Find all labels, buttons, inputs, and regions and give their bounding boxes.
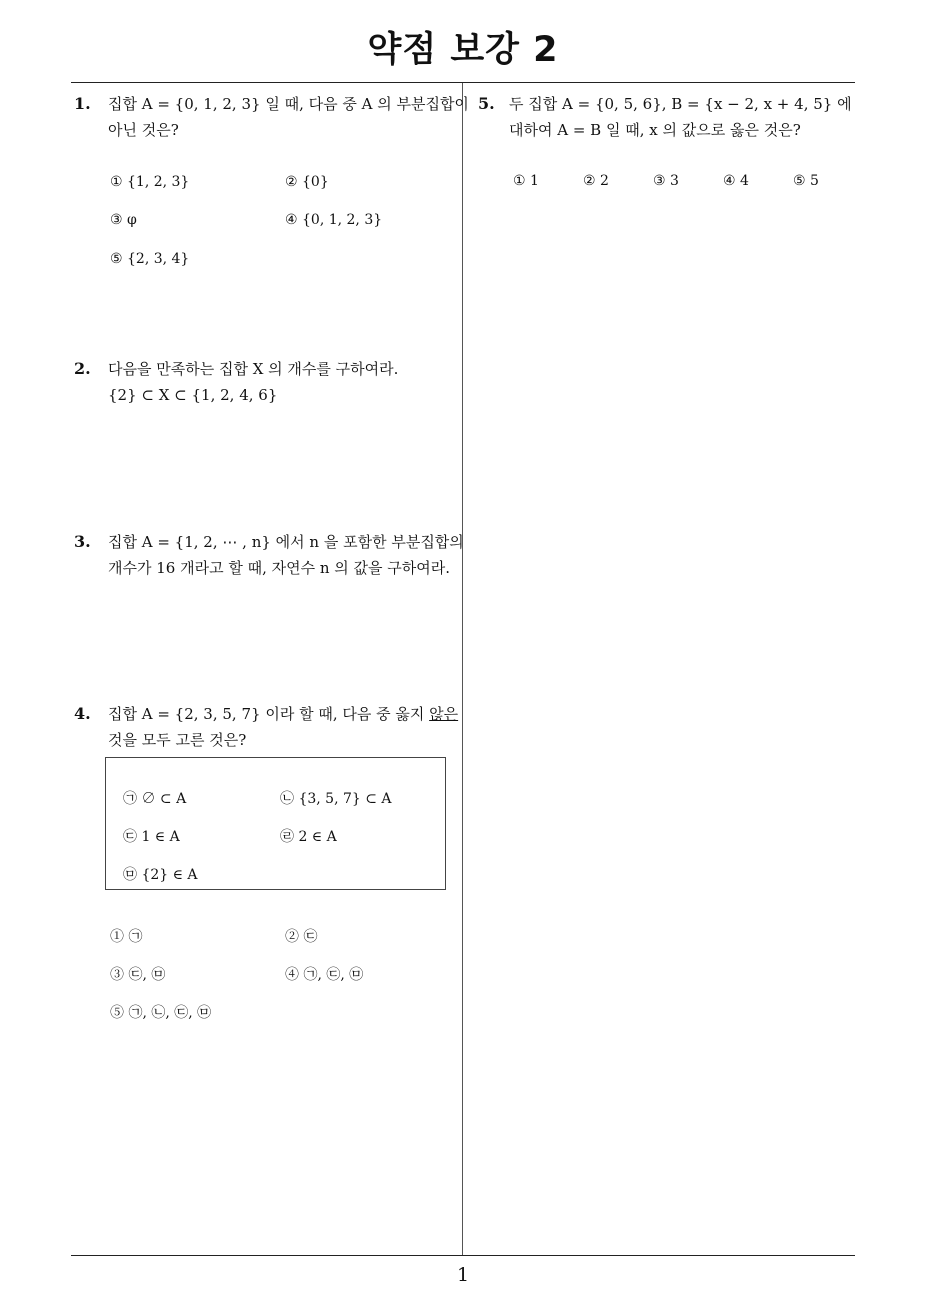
question-line: 것을 모두 고른 것은?	[108, 731, 247, 749]
choice-2[interactable]: ② 2	[583, 173, 609, 189]
choice-4[interactable]: ④ 4	[723, 173, 749, 189]
question-text	[108, 701, 458, 753]
choice-3[interactable]: ③ φ	[110, 212, 137, 228]
page-title: 약점 보강 2	[367, 30, 559, 70]
question-5	[478, 91, 863, 191]
question-text	[509, 91, 852, 143]
condition-box	[105, 757, 446, 890]
question-line: 개수가 16 개라고 할 때, 자연수 n 의 값을 구하여라.	[108, 559, 451, 577]
box-item-d: ㉣ 2 ∈ A	[280, 829, 337, 845]
question-1	[74, 91, 469, 281]
box-item-a: ㉠ ∅ ⊂ A	[123, 791, 187, 807]
question-line	[108, 701, 458, 727]
question-text	[108, 356, 398, 408]
header-rule	[71, 82, 855, 83]
choice-1[interactable]: ① 1	[513, 173, 539, 189]
question-number: 3.	[74, 532, 91, 551]
question-line: 다음을 만족하는 집합 X 의 개수를 구하여라.	[108, 360, 399, 378]
question-text	[108, 529, 464, 581]
footer-rule	[71, 1255, 855, 1256]
choice-3[interactable]: ③ ㉢, ㉤	[110, 967, 166, 983]
underlined-text: 않은	[429, 705, 459, 723]
question-line: 집합 A = {0, 1, 2, 3} 일 때, 다음 중 A 의 부분집합이	[108, 95, 469, 113]
question-2	[74, 356, 464, 416]
question-number: 5.	[478, 94, 495, 113]
choice-1[interactable]: ① ㉠	[110, 929, 143, 945]
choice-5[interactable]: ⑤ {2, 3, 4}	[110, 251, 190, 267]
choice-5[interactable]: ⑤ ㉠, ㉡, ㉢, ㉤	[110, 1005, 212, 1021]
box-item-e: ㉤ {2} ∈ A	[123, 867, 198, 883]
page-number: 1	[456, 1264, 470, 1286]
choice-1[interactable]: ① {1, 2, 3}	[110, 174, 190, 190]
question-line: 두 집합 A = {0, 5, 6}, B = {x − 2, x + 4, 5} 에	[509, 95, 852, 113]
question-text	[108, 91, 469, 143]
question-3	[74, 529, 464, 589]
question-number: 4.	[74, 704, 91, 723]
choice-4[interactable]: ④ ㉠, ㉢, ㉤	[285, 967, 364, 983]
box-item-c: ㉢ 1 ∈ A	[123, 829, 180, 845]
question-number: 1.	[74, 94, 91, 113]
question-4	[74, 701, 464, 1031]
choice-2[interactable]: ② ㉢	[285, 929, 318, 945]
question-line: {2} ⊂ X ⊂ {1, 2, 4, 6}	[108, 386, 278, 404]
question-line-part: 집합 A = {2, 3, 5, 7} 이라 할 때, 다음 중 옳지	[108, 705, 430, 723]
choice-3[interactable]: ③ 3	[653, 173, 679, 189]
choice-4[interactable]: ④ {0, 1, 2, 3}	[285, 212, 383, 228]
question-line: 대하여 A = B 일 때, x 의 값으로 옳은 것은?	[509, 121, 801, 139]
box-item-b: ㉡ {3, 5, 7} ⊂ A	[280, 791, 392, 807]
question-line: 집합 A = {1, 2, ⋯ , n} 에서 n 을 포함한 부분집합의	[108, 533, 464, 551]
question-line: 아닌 것은?	[108, 121, 179, 139]
choice-2[interactable]: ② {0}	[285, 174, 329, 190]
question-number: 2.	[74, 359, 91, 378]
choice-5[interactable]: ⑤ 5	[793, 173, 819, 189]
